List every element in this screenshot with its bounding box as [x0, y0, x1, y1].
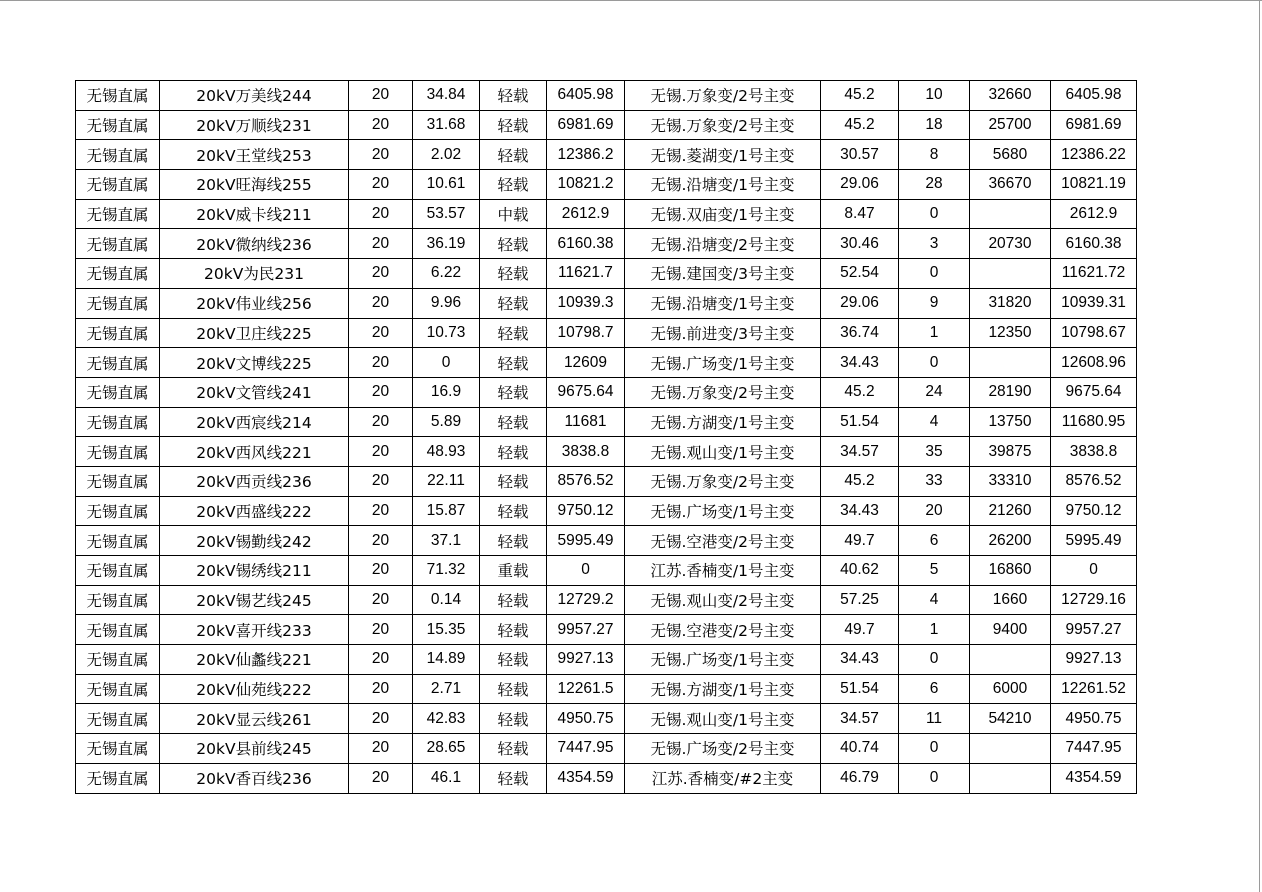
voltage-cell: 20	[349, 229, 413, 259]
available-cell: 5995.49	[1051, 526, 1137, 556]
unit-cell: 无锡直属	[76, 288, 160, 318]
capacity-cell: 12609	[547, 348, 625, 378]
available-cell: 7447.95	[1051, 734, 1137, 764]
substation-cell: 江苏.香楠变/#2主变	[625, 763, 821, 793]
unit-cell: 无锡直属	[76, 763, 160, 793]
line-name-cell: 20kV香百线236	[160, 763, 349, 793]
capacity-cell: 11681	[547, 407, 625, 437]
user-capacity-cell	[970, 734, 1051, 764]
count-cell: 0	[899, 645, 970, 675]
page-right-edge	[1259, 0, 1260, 892]
substation-cell: 无锡.沿塘变/1号主变	[625, 170, 821, 200]
load-rate-cell: 0.14	[413, 585, 480, 615]
count-cell: 1	[899, 318, 970, 348]
user-capacity-cell: 1660	[970, 585, 1051, 615]
capacity-cell: 6160.38	[547, 229, 625, 259]
substation-cell: 无锡.空港变/2号主变	[625, 526, 821, 556]
voltage-cell: 20	[349, 615, 413, 645]
table-row	[76, 734, 1137, 764]
unit-cell: 无锡直属	[76, 318, 160, 348]
count-cell: 10	[899, 81, 970, 111]
substation-cell: 无锡.前进变/3号主变	[625, 318, 821, 348]
unit-cell: 无锡直属	[76, 81, 160, 111]
substation-cell: 无锡.万象变/2号主变	[625, 466, 821, 496]
table-row	[76, 496, 1137, 526]
table-row	[76, 407, 1137, 437]
transformer-rate-cell: 52.54	[821, 259, 899, 289]
user-capacity-cell	[970, 259, 1051, 289]
user-capacity-cell: 31820	[970, 288, 1051, 318]
transformer-rate-cell: 45.2	[821, 81, 899, 111]
transformer-rate-cell: 40.74	[821, 734, 899, 764]
voltage-cell: 20	[349, 496, 413, 526]
voltage-cell: 20	[349, 645, 413, 675]
capacity-cell: 10821.2	[547, 170, 625, 200]
transformer-rate-cell: 57.25	[821, 585, 899, 615]
voltage-cell: 20	[349, 199, 413, 229]
transformer-rate-cell: 36.74	[821, 318, 899, 348]
available-cell: 9927.13	[1051, 645, 1137, 675]
voltage-cell: 20	[349, 110, 413, 140]
available-cell: 2612.9	[1051, 199, 1137, 229]
transformer-rate-cell: 49.7	[821, 615, 899, 645]
unit-cell: 无锡直属	[76, 645, 160, 675]
load-status-cell: 轻载	[480, 615, 547, 645]
line-name-cell: 20kV卫庄线225	[160, 318, 349, 348]
load-rate-cell: 10.73	[413, 318, 480, 348]
count-cell: 24	[899, 377, 970, 407]
transformer-rate-cell: 34.57	[821, 437, 899, 467]
available-cell: 8576.52	[1051, 466, 1137, 496]
load-status-cell: 轻载	[480, 645, 547, 675]
table-row	[76, 259, 1137, 289]
transformer-rate-cell: 46.79	[821, 763, 899, 793]
count-cell: 4	[899, 407, 970, 437]
available-cell: 10939.31	[1051, 288, 1137, 318]
transformer-rate-cell: 45.2	[821, 466, 899, 496]
load-rate-cell: 9.96	[413, 288, 480, 318]
available-cell: 4354.59	[1051, 763, 1137, 793]
transformer-rate-cell: 34.57	[821, 704, 899, 734]
unit-cell: 无锡直属	[76, 110, 160, 140]
unit-cell: 无锡直属	[76, 526, 160, 556]
transformer-rate-cell: 29.06	[821, 288, 899, 318]
transformer-rate-cell: 49.7	[821, 526, 899, 556]
voltage-cell: 20	[349, 259, 413, 289]
substation-cell: 江苏.香楠变/1号主变	[625, 556, 821, 586]
unit-cell: 无锡直属	[76, 377, 160, 407]
user-capacity-cell: 21260	[970, 496, 1051, 526]
table-row	[76, 704, 1137, 734]
unit-cell: 无锡直属	[76, 734, 160, 764]
user-capacity-cell: 36670	[970, 170, 1051, 200]
capacity-cell: 9957.27	[547, 615, 625, 645]
load-rate-cell: 53.57	[413, 199, 480, 229]
voltage-cell: 20	[349, 704, 413, 734]
count-cell: 20	[899, 496, 970, 526]
load-status-cell: 轻载	[480, 466, 547, 496]
transformer-rate-cell: 34.43	[821, 348, 899, 378]
count-cell: 0	[899, 763, 970, 793]
available-cell: 9675.64	[1051, 377, 1137, 407]
load-status-cell: 轻载	[480, 734, 547, 764]
capacity-cell: 2612.9	[547, 199, 625, 229]
capacity-cell: 7447.95	[547, 734, 625, 764]
voltage-cell: 20	[349, 734, 413, 764]
line-name-cell: 20kV西宸线214	[160, 407, 349, 437]
capacity-cell: 10798.7	[547, 318, 625, 348]
load-rate-cell: 15.35	[413, 615, 480, 645]
load-status-cell: 轻载	[480, 81, 547, 111]
load-status-cell: 轻载	[480, 585, 547, 615]
load-status-cell: 轻载	[480, 437, 547, 467]
table-row	[76, 318, 1137, 348]
load-status-cell: 重载	[480, 556, 547, 586]
table-row	[76, 437, 1137, 467]
user-capacity-cell: 28190	[970, 377, 1051, 407]
table-row	[76, 140, 1137, 170]
line-name-cell: 20kV西贡线236	[160, 466, 349, 496]
transformer-rate-cell: 45.2	[821, 377, 899, 407]
unit-cell: 无锡直属	[76, 170, 160, 200]
table-row	[76, 526, 1137, 556]
table-row	[76, 763, 1137, 793]
substation-cell: 无锡.广场变/2号主变	[625, 734, 821, 764]
load-status-cell: 轻载	[480, 229, 547, 259]
load-rate-cell: 15.87	[413, 496, 480, 526]
load-rate-cell: 48.93	[413, 437, 480, 467]
load-rate-cell: 2.71	[413, 674, 480, 704]
voltage-cell: 20	[349, 81, 413, 111]
user-capacity-cell: 13750	[970, 407, 1051, 437]
load-status-cell: 轻载	[480, 377, 547, 407]
load-status-cell: 轻载	[480, 763, 547, 793]
line-name-cell: 20kV锡艺线245	[160, 585, 349, 615]
line-name-cell: 20kV锡勤线242	[160, 526, 349, 556]
count-cell: 0	[899, 734, 970, 764]
line-name-cell: 20kV微纳线236	[160, 229, 349, 259]
voltage-cell: 20	[349, 763, 413, 793]
substation-cell: 无锡.广场变/1号主变	[625, 645, 821, 675]
capacity-cell: 0	[547, 556, 625, 586]
line-name-cell: 20kV万美线244	[160, 81, 349, 111]
load-status-cell: 轻载	[480, 526, 547, 556]
unit-cell: 无锡直属	[76, 229, 160, 259]
line-name-cell: 20kV威卡线211	[160, 199, 349, 229]
unit-cell: 无锡直属	[76, 199, 160, 229]
line-name-cell: 20kV显云线261	[160, 704, 349, 734]
available-cell: 10821.19	[1051, 170, 1137, 200]
line-name-cell: 20kV旺海线255	[160, 170, 349, 200]
user-capacity-cell: 33310	[970, 466, 1051, 496]
table-row	[76, 170, 1137, 200]
substation-cell: 无锡.沿塘变/1号主变	[625, 288, 821, 318]
substation-cell: 无锡.广场变/1号主变	[625, 496, 821, 526]
line-name-cell: 20kV仙苑线222	[160, 674, 349, 704]
table-row	[76, 556, 1137, 586]
unit-cell: 无锡直属	[76, 496, 160, 526]
substation-cell: 无锡.菱湖变/1号主变	[625, 140, 821, 170]
load-rate-cell: 0	[413, 348, 480, 378]
transformer-rate-cell: 34.43	[821, 645, 899, 675]
substation-cell: 无锡.观山变/1号主变	[625, 704, 821, 734]
load-status-cell: 轻载	[480, 110, 547, 140]
line-name-cell: 20kV县前线245	[160, 734, 349, 764]
count-cell: 5	[899, 556, 970, 586]
capacity-cell: 12261.5	[547, 674, 625, 704]
transformer-rate-cell: 34.43	[821, 496, 899, 526]
user-capacity-cell	[970, 199, 1051, 229]
unit-cell: 无锡直属	[76, 437, 160, 467]
load-status-cell: 轻载	[480, 170, 547, 200]
line-name-cell: 20kV西盛线222	[160, 496, 349, 526]
available-cell: 6405.98	[1051, 81, 1137, 111]
unit-cell: 无锡直属	[76, 704, 160, 734]
load-status-cell: 轻载	[480, 407, 547, 437]
unit-cell: 无锡直属	[76, 556, 160, 586]
count-cell: 0	[899, 348, 970, 378]
count-cell: 6	[899, 674, 970, 704]
user-capacity-cell	[970, 645, 1051, 675]
unit-cell: 无锡直属	[76, 259, 160, 289]
load-rate-cell: 36.19	[413, 229, 480, 259]
line-name-cell: 20kV为民231	[160, 259, 349, 289]
table-row	[76, 674, 1137, 704]
count-cell: 0	[899, 259, 970, 289]
user-capacity-cell: 12350	[970, 318, 1051, 348]
voltage-cell: 20	[349, 170, 413, 200]
substation-cell: 无锡.万象变/2号主变	[625, 110, 821, 140]
table-row	[76, 645, 1137, 675]
available-cell: 12729.16	[1051, 585, 1137, 615]
table-row	[76, 81, 1137, 111]
table-row	[76, 377, 1137, 407]
table-body	[76, 81, 1137, 794]
capacity-cell: 4950.75	[547, 704, 625, 734]
voltage-cell: 20	[349, 140, 413, 170]
substation-cell: 无锡.观山变/1号主变	[625, 437, 821, 467]
voltage-cell: 20	[349, 348, 413, 378]
table-row	[76, 585, 1137, 615]
load-rate-cell: 2.02	[413, 140, 480, 170]
available-cell: 12261.52	[1051, 674, 1137, 704]
voltage-cell: 20	[349, 466, 413, 496]
available-cell: 11680.95	[1051, 407, 1137, 437]
count-cell: 33	[899, 466, 970, 496]
count-cell: 1	[899, 615, 970, 645]
transformer-rate-cell: 51.54	[821, 407, 899, 437]
substation-cell: 无锡.万象变/2号主变	[625, 81, 821, 111]
line-name-cell: 20kV锡绣线211	[160, 556, 349, 586]
count-cell: 6	[899, 526, 970, 556]
capacity-cell: 10939.3	[547, 288, 625, 318]
transformer-rate-cell: 8.47	[821, 199, 899, 229]
capacity-cell: 6405.98	[547, 81, 625, 111]
table-row	[76, 110, 1137, 140]
transformer-rate-cell: 51.54	[821, 674, 899, 704]
unit-cell: 无锡直属	[76, 585, 160, 615]
user-capacity-cell	[970, 763, 1051, 793]
user-capacity-cell: 5680	[970, 140, 1051, 170]
load-status-cell: 轻载	[480, 704, 547, 734]
user-capacity-cell: 26200	[970, 526, 1051, 556]
count-cell: 3	[899, 229, 970, 259]
voltage-cell: 20	[349, 526, 413, 556]
user-capacity-cell: 32660	[970, 81, 1051, 111]
load-rate-cell: 28.65	[413, 734, 480, 764]
count-cell: 11	[899, 704, 970, 734]
load-rate-cell: 34.84	[413, 81, 480, 111]
unit-cell: 无锡直属	[76, 407, 160, 437]
available-cell: 9957.27	[1051, 615, 1137, 645]
substation-cell: 无锡.万象变/2号主变	[625, 377, 821, 407]
capacity-cell: 6981.69	[547, 110, 625, 140]
user-capacity-cell: 9400	[970, 615, 1051, 645]
substation-cell: 无锡.方湖变/1号主变	[625, 674, 821, 704]
user-capacity-cell: 54210	[970, 704, 1051, 734]
capacity-cell: 9750.12	[547, 496, 625, 526]
count-cell: 9	[899, 288, 970, 318]
load-rate-cell: 16.9	[413, 377, 480, 407]
capacity-cell: 11621.7	[547, 259, 625, 289]
voltage-cell: 20	[349, 585, 413, 615]
load-status-cell: 轻载	[480, 496, 547, 526]
available-cell: 12608.96	[1051, 348, 1137, 378]
load-rate-cell: 71.32	[413, 556, 480, 586]
load-status-cell: 轻载	[480, 288, 547, 318]
line-name-cell: 20kV喜开线233	[160, 615, 349, 645]
table-row	[76, 288, 1137, 318]
feeder-load-table	[75, 80, 1137, 794]
load-rate-cell: 42.83	[413, 704, 480, 734]
capacity-cell: 8576.52	[547, 466, 625, 496]
table-row	[76, 229, 1137, 259]
load-status-cell: 轻载	[480, 348, 547, 378]
user-capacity-cell: 20730	[970, 229, 1051, 259]
line-name-cell: 20kV伟业线256	[160, 288, 349, 318]
transformer-rate-cell: 30.57	[821, 140, 899, 170]
load-status-cell: 轻载	[480, 318, 547, 348]
capacity-cell: 9675.64	[547, 377, 625, 407]
count-cell: 4	[899, 585, 970, 615]
unit-cell: 无锡直属	[76, 674, 160, 704]
substation-cell: 无锡.建国变/3号主变	[625, 259, 821, 289]
count-cell: 35	[899, 437, 970, 467]
load-status-cell: 中载	[480, 199, 547, 229]
load-status-cell: 轻载	[480, 140, 547, 170]
capacity-cell: 9927.13	[547, 645, 625, 675]
user-capacity-cell: 6000	[970, 674, 1051, 704]
line-name-cell: 20kV仙蠡线221	[160, 645, 349, 675]
available-cell: 4950.75	[1051, 704, 1137, 734]
table-row	[76, 466, 1137, 496]
voltage-cell: 20	[349, 377, 413, 407]
voltage-cell: 20	[349, 674, 413, 704]
capacity-cell: 3838.8	[547, 437, 625, 467]
user-capacity-cell: 25700	[970, 110, 1051, 140]
capacity-cell: 4354.59	[547, 763, 625, 793]
user-capacity-cell: 39875	[970, 437, 1051, 467]
page-top-edge	[0, 0, 1262, 1]
available-cell: 6160.38	[1051, 229, 1137, 259]
load-rate-cell: 6.22	[413, 259, 480, 289]
transformer-rate-cell: 30.46	[821, 229, 899, 259]
load-rate-cell: 14.89	[413, 645, 480, 675]
voltage-cell: 20	[349, 288, 413, 318]
substation-cell: 无锡.双庙变/1号主变	[625, 199, 821, 229]
count-cell: 18	[899, 110, 970, 140]
user-capacity-cell: 16860	[970, 556, 1051, 586]
line-name-cell: 20kV王堂线253	[160, 140, 349, 170]
line-name-cell: 20kV万顺线231	[160, 110, 349, 140]
line-name-cell: 20kV文管线241	[160, 377, 349, 407]
voltage-cell: 20	[349, 407, 413, 437]
available-cell: 0	[1051, 556, 1137, 586]
capacity-cell: 5995.49	[547, 526, 625, 556]
table-row	[76, 348, 1137, 378]
line-name-cell: 20kV西风线221	[160, 437, 349, 467]
unit-cell: 无锡直属	[76, 348, 160, 378]
transformer-rate-cell: 40.62	[821, 556, 899, 586]
user-capacity-cell	[970, 348, 1051, 378]
load-rate-cell: 10.61	[413, 170, 480, 200]
substation-cell: 无锡.沿塘变/2号主变	[625, 229, 821, 259]
unit-cell: 无锡直属	[76, 615, 160, 645]
line-name-cell: 20kV文博线225	[160, 348, 349, 378]
voltage-cell: 20	[349, 318, 413, 348]
substation-cell: 无锡.观山变/2号主变	[625, 585, 821, 615]
load-status-cell: 轻载	[480, 674, 547, 704]
available-cell: 9750.12	[1051, 496, 1137, 526]
voltage-cell: 20	[349, 437, 413, 467]
load-rate-cell: 46.1	[413, 763, 480, 793]
capacity-cell: 12729.2	[547, 585, 625, 615]
capacity-cell: 12386.2	[547, 140, 625, 170]
available-cell: 11621.72	[1051, 259, 1137, 289]
available-cell: 6981.69	[1051, 110, 1137, 140]
count-cell: 28	[899, 170, 970, 200]
transformer-rate-cell: 29.06	[821, 170, 899, 200]
voltage-cell: 20	[349, 556, 413, 586]
available-cell: 10798.67	[1051, 318, 1137, 348]
load-rate-cell: 5.89	[413, 407, 480, 437]
load-rate-cell: 37.1	[413, 526, 480, 556]
substation-cell: 无锡.方湖变/1号主变	[625, 407, 821, 437]
count-cell: 8	[899, 140, 970, 170]
table-row	[76, 615, 1137, 645]
available-cell: 12386.22	[1051, 140, 1137, 170]
available-cell: 3838.8	[1051, 437, 1137, 467]
transformer-rate-cell: 45.2	[821, 110, 899, 140]
substation-cell: 无锡.空港变/2号主变	[625, 615, 821, 645]
substation-cell: 无锡.广场变/1号主变	[625, 348, 821, 378]
load-rate-cell: 31.68	[413, 110, 480, 140]
unit-cell: 无锡直属	[76, 466, 160, 496]
unit-cell: 无锡直属	[76, 140, 160, 170]
count-cell: 0	[899, 199, 970, 229]
load-rate-cell: 22.11	[413, 466, 480, 496]
load-status-cell: 轻载	[480, 259, 547, 289]
table-row	[76, 199, 1137, 229]
